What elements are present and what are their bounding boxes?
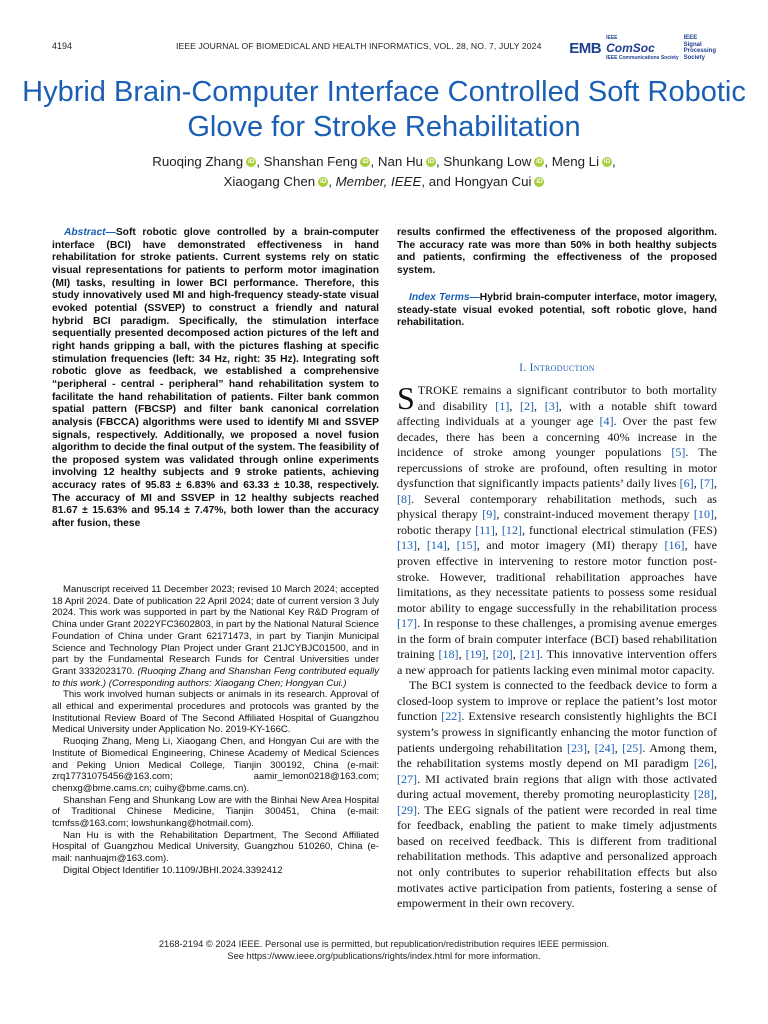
author-list xyxy=(90,152,678,192)
author-name: Hongyan Cui xyxy=(454,174,532,189)
intro-text: , functional electrical stimulation (FES) xyxy=(522,522,717,537)
citation-link[interactable]: [23] xyxy=(566,740,588,755)
intro-text: . This innovative intervention offers a new approach for patients lacking even minimal motor capacity. xyxy=(397,647,717,677)
section-title: Introduction xyxy=(529,362,595,374)
abstract-text: Soft robotic glove controlled by a brain-computer interface (BCI) have demonstrated effectiveness in hand rehabilitation for stroke patients. Current systems rely on static visual representations for patients to perform motor imagination (MI) tasks, resulting in lower BCI performance. Therefore, this study innovatively used MI and high-frequency steady-state visual evoked potential (SSVEP) to construct a friendly and natural hybrid BCI paradigm. Specifically, the stimulation interface sequentially presented decomposed action pictures of the left and right hands gripping a ball, with the pictures flashing at specific stimulation frequencies (left: 34 Hz, right: 35 Hz). Integrating soft robotic glove as feedback, we established a comprehensive “peripheral - central - peripheral” hand rehabilitation system to facilitate the hand rehabilitation of patients. Filter bank common spatial pattern (FBCSP) and filter bank canonical correlation analysis (FBCCA) algorithms were used to identify MI and SSVEP signals, respectively. Additionally, we proposed a novel fusion algorithm to decide the final output of the system. The feasibility of the proposed system was validated through online experiments involving 12 healthy subjects and 9 stroke patients, achieving accuracy rates of 95.83 ± 6.83% and 63.33 ± 10.38, respectively. The accuracy of MI and SSVEP in 12 healthy subjects reached 81.67 ± 15.63% and 95.14 ± 7.47%, both lower than the accuracy after fusion, these xyxy=(52,227,379,530)
intro-text: , robotic therapy xyxy=(397,507,718,537)
intro-text: , and motor imagery (MI) therapy xyxy=(476,538,665,553)
orcid-icon[interactable]: iD xyxy=(319,178,327,185)
citation-link[interactable]: [16] xyxy=(664,538,685,553)
intro-text: . Over the past few decades, there has been a concerning 40% increase in the incidence of stroke among younger populations xyxy=(397,414,717,460)
abstract xyxy=(52,227,379,531)
intro-text: . The repercussions of stroke are profound, often resulting in motor dysfunction that significantly impacts patients’ daily lives xyxy=(397,445,717,491)
intro-text: . In response to these challenges, a promising avenue emerges in the form of brain computer interface (BCI) based rehabilitation training xyxy=(397,616,717,662)
citation-link[interactable]: [29] xyxy=(397,802,418,817)
citation-link[interactable]: [12] xyxy=(501,522,522,537)
citation-link[interactable]: [15] xyxy=(456,538,477,553)
abstract-paragraph xyxy=(52,227,379,531)
footnote-doi: Digital Object Identifier 10.1109/JBHI.2024.3392412 xyxy=(63,864,283,876)
intro-text: . The EEG signals of the patient were recorded in real time for feedback, enabling the patient to make timely adjustments based on received feedback. This is different from traditional rehabilitation methods. This adaptive and personalized approach not only contributes to superior rehabilitation effects but also motivates active participation from patients, fostering a sense of empowerment in their own recovery. xyxy=(397,802,717,911)
author-role: Member, IEEE xyxy=(335,174,422,189)
comsoc-logo-ieee: IEEE xyxy=(606,35,618,41)
intro-text: TROKE remains a significant contributor to both mortality and disability xyxy=(417,383,717,413)
intro-text: . Extensive research consistently highlights the BCI system’s prowess in significantly enhancing the motor function of patients undergoing rehabilitation xyxy=(397,709,717,755)
citation-link[interactable]: [25] xyxy=(622,740,643,755)
copyright-notice xyxy=(0,938,768,962)
citation-link[interactable]: [5] xyxy=(671,445,686,460)
citation-link[interactable]: [3] xyxy=(544,398,559,413)
emb-logo: EMB xyxy=(569,39,602,57)
journal-name: IEEE JOURNAL OF BIOMEDICAL AND HEALTH INFORMATICS, VOL. 28, NO. 7, JULY 2024 xyxy=(176,41,542,51)
index-terms xyxy=(397,292,717,330)
author-separator: , xyxy=(544,154,552,169)
citation-link[interactable]: [21] xyxy=(519,647,540,662)
intro-paragraph: The BCI system is connected to the feedback device to form a closed-loop system to improve or replace the patient’s lost motor function [22]. Extensive research consistently highlights the BCI system’s prowess in significantly enhancing the motor function of patients undergoing rehabilitation [23], [24], [25]. Among them, the rehabilitation systems mostly depend on MI paradigm [26], [27]. MI activated brain regions that align with those activated during actual movement, thereby promoting neuroplasticity [28], [29]. The EEG signals of the patient were recorded in real time for feedback, enabling the patient to make timely adjustments based on received feedback. This is different from traditional rehabilitation methods. This adaptive and personalized approach not only contributes to superior rehabilitation effects but also motivates active participation from patients, fostering a sense of empowerment in their own recovery. xyxy=(397,678,717,911)
section-number: I. xyxy=(519,362,530,374)
intro-text: . Among them, the rehabilitation systems mostly depend on MI paradigm xyxy=(397,740,717,771)
author-separator: , xyxy=(612,154,616,169)
author-name: Xiaogang Chen xyxy=(223,174,316,189)
author-separator: , xyxy=(370,154,378,169)
abstract-label: Abstract— xyxy=(64,227,116,238)
citation-link[interactable]: [26] xyxy=(693,756,714,771)
comsoc-logo-name: ComSoc xyxy=(606,41,655,55)
author-separator: , xyxy=(328,174,336,189)
citation-link[interactable]: [24] xyxy=(594,740,615,755)
drop-cap: S xyxy=(397,380,415,416)
footnote-manuscript xyxy=(52,584,379,689)
citation-link[interactable]: [6] xyxy=(679,476,694,491)
citation-link[interactable]: [20] xyxy=(492,647,513,662)
sps-logo xyxy=(684,35,716,61)
citation-link[interactable]: [1] xyxy=(495,398,510,413)
citation-link[interactable]: [7] xyxy=(699,476,714,491)
citation-link[interactable]: [19] xyxy=(465,647,486,662)
citation-link[interactable]: [18] xyxy=(438,647,459,662)
society-logos xyxy=(569,36,716,60)
footnote-affiliation: Ruoqing Zhang, Meng Li, Xiaogang Chen, and Hongyan Cui are with the Institute of Biomedical Engineering, Chinese Academy of Medical Sciences and Peking Union Medical College, Tianjin 300192, China (e-mail: zrq17731075456@163.com; aamir_lemon0218@163.com; chenxg@bme.cams.cn; cuihy@bme.cams.cn). xyxy=(52,736,379,794)
abstract-continuation: results confirmed the effectiveness of the proposed algorithm. The accuracy rate was more than 50% in both healthy subjects and patients, confirming the effectiveness of the proposed system. xyxy=(397,227,717,276)
citation-link[interactable]: [10] xyxy=(693,507,714,522)
orcid-icon[interactable]: iD xyxy=(427,158,435,165)
paper-title: Hybrid Brain-Computer Interface Controlled Soft Robotic Glove for Stroke Rehabilitation xyxy=(22,76,746,143)
comsoc-logo-tagline: IEEE Communications Society xyxy=(606,55,679,61)
citation-link[interactable]: [4] xyxy=(599,414,614,429)
intro-paragraph: STROKE remains a significant contributor to both mortality and disability [1], [2], [3], with a notable shift toward affecting individuals at a younger age [4]. Over the past few decades, there has been a concerning 40% increase in the incidence of stroke among younger populations [5]. The repercussions of stroke are profound, often resulting in motor dysfunction that significantly impacts patients’ daily lives [6], [7], [8]. Several contemporary rehabilitation methods, such as physical therapy [9], constraint-induced movement therapy [10], robotic therapy [11], [12], functional electrical stimulation (FES) [13], [14], [15], and motor imagery (MI) therapy [16], have proven effective in intervening to restore motor function post-stroke. However, traditional rehabilitation approaches have limitations, as they necessitate patients to possess some residual motor ability to engage successfully in the rehabilitation process [17]. In response to these challenges, a promising avenue emerges in the form of brain computer interface (BCI) based rehabilitation training [18], [19], [20], [21]. This innovative intervention offers a new approach for patients lacking even minimal motor capacity. xyxy=(397,380,718,677)
sps-logo-line: Society xyxy=(683,54,705,61)
running-header xyxy=(52,35,716,62)
author-name: Shanshan Feng xyxy=(263,154,358,169)
intro-text: , have proven effective in intervening to restore motor function post-stroke. However, traditional rehabilitation approaches have limitations, as they necessitate patients to possess some residual motor ability to engage successfully in the rehabilitation process xyxy=(397,538,718,615)
citation-link[interactable]: [17] xyxy=(397,616,418,631)
sps-logo-line: Signal xyxy=(683,41,702,48)
intro-text: . Several contemporary rehabilitation methods, such as physical therapy xyxy=(397,491,717,522)
footnotes xyxy=(52,584,379,877)
citation-link[interactable]: [9] xyxy=(482,507,497,522)
author-separator: , xyxy=(435,154,444,169)
author-separator: , xyxy=(256,154,264,169)
citation-link[interactable]: [2] xyxy=(520,398,535,413)
footnote-text: Manuscript received 11 December 2023; revised 10 March 2024; accepted 18 April 2024. Date of publication 22 April 2024; date of current version 3 July 2024. This work was supported in part by the National Key R&D Program of China under Grant 2022YFC3602803, in part by the National Natural Science Foundation of China under Grant 62171473, in part by Tianjin Municipal Science and Technology Plan Project under Grant 21JCYBJC01500, and in part by the Fundamental Research Funds for Central Universities under Grant 3332023170. xyxy=(52,584,379,677)
citation-link[interactable]: [13] xyxy=(397,538,418,553)
citation-link[interactable]: [22] xyxy=(441,709,462,724)
author-name: Ruoqing Zhang xyxy=(152,154,244,169)
copyright-line: 2168-2194 © 2024 IEEE. Personal use is permitted, but republication/redistribution requires IEEE permission. xyxy=(158,939,610,949)
citation-link[interactable]: [14] xyxy=(426,538,447,553)
orcid-icon[interactable]: iD xyxy=(536,178,543,185)
citation-link[interactable]: [11] xyxy=(475,522,495,537)
intro-text: The BCI system is connected to the feedback device to form a closed-loop system to improve or replace the patient’s lost motor function xyxy=(397,678,717,724)
index-terms-label: Index Terms— xyxy=(409,292,480,303)
orcid-icon[interactable]: iD xyxy=(536,158,543,165)
orcid-icon[interactable]: iD xyxy=(603,158,611,165)
comsoc-logo xyxy=(606,33,679,63)
intro-text: , with a notable shift toward affecting individuals at a younger age xyxy=(397,398,718,429)
introduction-body xyxy=(397,380,718,912)
page-number: 4194 xyxy=(52,41,73,51)
citation-link[interactable]: [8] xyxy=(397,491,412,506)
footnote-affiliation: Nan Hu is with the Rehabilitation Department, The Second Affiliated Hospital of Guangzhou Medical University, Guangzhou 510260, China (e-mail: nanhuajm@163.com). xyxy=(52,829,379,865)
copyright-line: See https://www.ieee.org/publications/rights/index.html for more information. xyxy=(227,951,541,961)
index-terms-text: Hybrid brain-computer interface, motor imagery, steady-state visual evoked potential, soft robotic glove, hand rehabilitation. xyxy=(397,292,717,329)
footnote-affiliation: Shanshan Feng and Shunkang Low are with the Binhai New Area Hospital of Traditional Chinese Medicine, Tianjin 300451, China (e-mail: tcmfss@163.com; lowshunkang@hotmail.com). xyxy=(52,794,379,830)
orcid-icon[interactable]: iD xyxy=(362,158,369,165)
citation-link[interactable]: [28] xyxy=(693,787,714,802)
sps-logo-line: Processing xyxy=(683,48,716,54)
intro-text: , constraint-induced movement therapy xyxy=(496,507,694,522)
author-name: Nan Hu xyxy=(377,154,423,169)
section-heading xyxy=(397,362,717,374)
footnote-corresponding: (Ruoqing Zhang and Shanshan Feng contributed equally to this work.) (Corresponding authors: Xiaogang Chen; Hongyan Cui.) xyxy=(52,665,380,689)
author-name: Shunkang Low xyxy=(443,154,532,169)
footnote-ethics: This work involved human subjects or animals in its research. Approval of all ethical and experimental procedures and protocols was granted by the Institutional Review Board of The Second Affiliated Hospital of Guangzhou Medical University under Application No. 2019-KY-166C. xyxy=(52,689,379,736)
author-separator: , and xyxy=(421,174,455,189)
orcid-icon[interactable]: iD xyxy=(247,158,255,165)
sps-logo-line: IEEE xyxy=(683,35,698,41)
citation-link[interactable]: [27] xyxy=(397,771,418,786)
author-name: Meng Li xyxy=(551,154,600,169)
intro-text: . MI activated brain regions that align with those activated during actual movement, thereby promoting neuroplasticity xyxy=(397,771,717,802)
